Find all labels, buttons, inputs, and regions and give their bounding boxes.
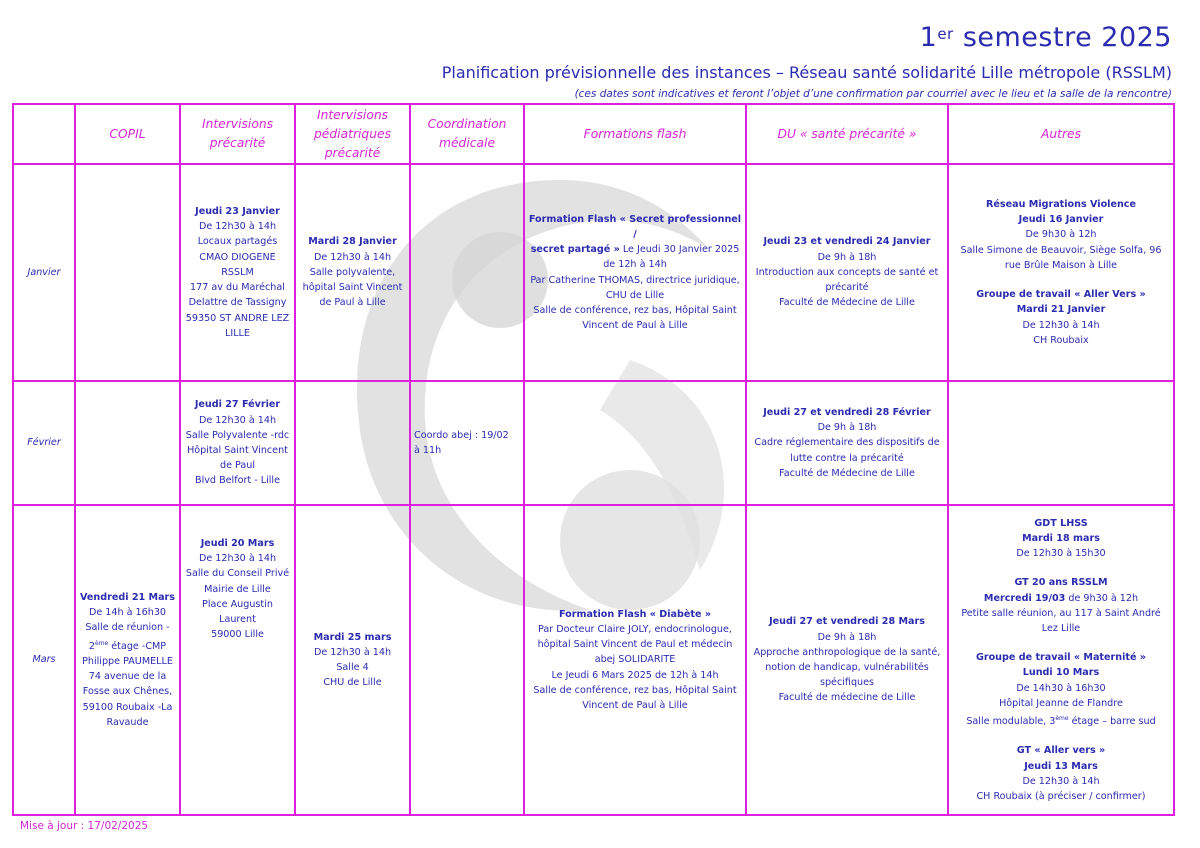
cell-mars-interv-precarite: Jeudi 20 Mars De 12h30 à 14h Salle du Conseil Privé Mairie de Lille Place Augustin Laurent 59000 Lille [180,505,295,815]
cell-janvier-interv-precarite: Jeudi 23 Janvier De 12h30 à 14h Locaux partagés CMAO DIOGENE RSSLM 177 av du Maréchal Delattre de Tassigny 59350 ST ANDRE LEZ LILLE [180,164,295,381]
header-row [13,104,1174,164]
cell-fevrier-interv-pediatrique [295,381,410,505]
header-coordination: Coordination médicale [410,104,524,164]
header-autres: Autres [948,104,1174,164]
cell-janvier-formations: Formation Flash « Secret professionnel / secret partagé » Le Jeudi 30 Janvier 2025 de 12h à 14h Par Catherine THOMAS, directrice juridique, CHU de Lille Salle de conférence, rez bas, Hôpital Saint Vincent de Paul à Lille [524,164,746,381]
cell-janvier-coordination [410,164,524,381]
planning-table [12,103,1175,816]
month-janvier: Janvier [13,164,75,381]
month-mars: Mars [13,505,75,815]
header-formations: Formations flash [524,104,746,164]
cell-janvier-autres: Réseau Migrations Violence Jeudi 16 Janvier De 9h30 à 12h Salle Simone de Beauvoir, Siège Solfa, 96 rue Brûle Maison à Lille Groupe de travail « Aller Vers » Mardi 21 Janvier De 12h30 à 14h CH Roubaix [948,164,1174,381]
cell-janvier-copil [75,164,180,381]
cell-fevrier-copil [75,381,180,505]
cell-fevrier-formations [524,381,746,505]
row-janvier [13,164,1174,381]
header-copil: COPIL [75,104,180,164]
header-interv-precarite: Intervisions précarité [180,104,295,164]
cell-mars-interv-pediatrique: Mardi 25 mars De 12h30 à 14h Salle 4 CHU de Lille [295,505,410,815]
cell-fevrier-interv-precarite: Jeudi 27 Février De 12h30 à 14h Salle Polyvalente -rdc Hôpital Saint Vincent de Paul Blvd Belfort - Lille [180,381,295,505]
page-note: (ces dates sont indicatives et feront l’objet d’une confirmation par courriel avec le lieu et la salle de la rencontre) [574,88,1172,100]
page-title: 1er semestre 2025 [919,22,1172,53]
row-mars [13,505,1174,815]
page-subtitle: Planification prévisionnelle des instances – Réseau santé solidarité Lille métropole (RSSLM) [441,63,1172,82]
header-du: DU « santé précarité » [746,104,948,164]
cell-fevrier-du: Jeudi 27 et vendredi 28 Février De 9h à 18h Cadre réglementaire des dispositifs de lutte contre la précarité Faculté de Médecine de Lille [746,381,948,505]
header-interv-pediatrique: Intervisions pédiatriques précarité [295,104,410,164]
cell-fevrier-autres [948,381,1174,505]
cell-mars-autres: GDT LHSS Mardi 18 mars De 12h30 à 15h30 GT 20 ans RSSLM Mercredi 19/03 de 9h30 à 12h Petite salle réunion, au 117 à Saint André Lez Lille Groupe de travail « Maternité » Lundi 10 Mars De 14h30 à 16h30 Hôpital Jeanne de Flandre Salle modulable, 3ème étage – barre sud GT « Aller vers » Jeudi 13 Mars De 12h30 à 14h CH Roubaix (à préciser / confirmer) [948,505,1174,815]
update-date: Mise à jour : 17/02/2025 [20,820,149,832]
cell-mars-du: Jeudi 27 et vendredi 28 Mars De 9h à 18h Approche anthropologique de la santé, notion de handicap, vulnérabilités spécifiques Faculté de médecine de Lille [746,505,948,815]
month-fevrier: Février [13,381,75,505]
row-fevrier [13,381,1174,505]
cell-janvier-interv-pediatrique: Mardi 28 Janvier De 12h30 à 14h Salle polyvalente, hôpital Saint Vincent de Paul à Lille [295,164,410,381]
cell-mars-copil: Vendredi 21 Mars De 14h à 16h30 Salle de réunion - 2ème étage -CMP Philippe PAUMELLE 74 avenue de la Fosse aux Chênes, 59100 Roubaix -La Ravaude [75,505,180,815]
cell-fevrier-coordination: Coordo abej : 19/02 à 11h [410,381,524,505]
cell-mars-coordination [410,505,524,815]
cell-mars-formations: Formation Flash « Diabète » Par Docteur Claire JOLY, endocrinologue, hôpital Saint Vincent de Paul et médecin abej SOLIDARITE Le Jeudi 6 Mars 2025 de 12h à 14h Salle de conférence, rez bas, Hôpital Saint Vincent de Paul à Lille [524,505,746,815]
header-empty [13,104,75,164]
cell-janvier-du: Jeudi 23 et vendredi 24 Janvier De 9h à 18h Introduction aux concepts de santé et précarité Faculté de Médecine de Lille [746,164,948,381]
